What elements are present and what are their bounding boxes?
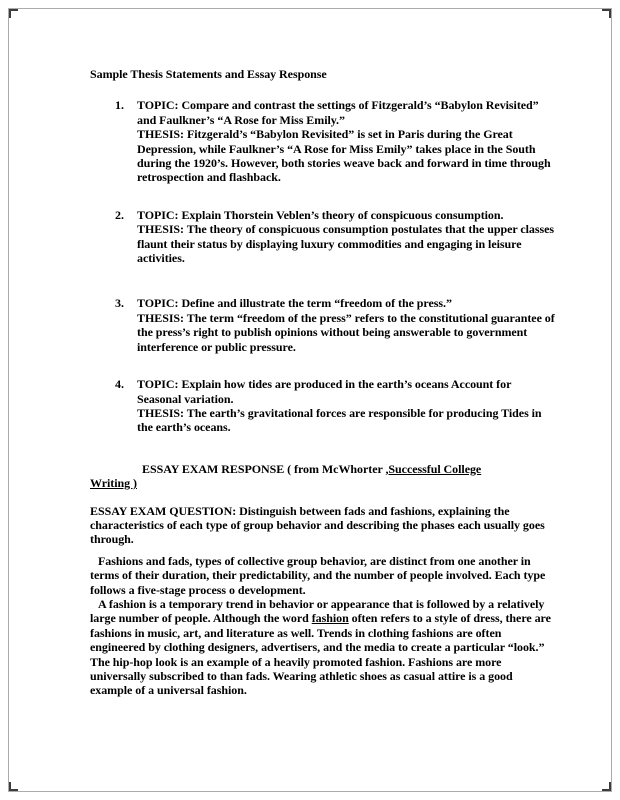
topic-label: TOPIC: [137, 207, 179, 222]
topic-line [137, 98, 556, 127]
document-title: Sample Thesis Statements and Essay Response [90, 67, 327, 81]
thesis-text: The term “freedom of the press” refers to the constitutional guarantee of the press’s right to publish opinions without being answerable to government interference or public pressure. [137, 310, 555, 354]
thesis-item-1 [115, 98, 556, 185]
paragraph-2-after: often refers to a style of dress, there are fashions in music, art, and literature as well. Trends in clothing fashions are often engineered by clothing designers, advertisers, and the media to create a particular “look.” The hip-hop look is an example of a heavily promoted fashion. Fashions are more universally subscribed to than fads. Wearing athletic shoes as casual attire is a good example of a universal fashion. [90, 611, 551, 698]
topic-label: TOPIC: [137, 377, 179, 392]
topic-text: Define and illustrate the term “freedom of the press.” [181, 296, 452, 311]
topic-text: Explain Thorstein Veblen’s theory of conspicuous consumption. [181, 207, 504, 222]
thesis-label: THESIS: [137, 222, 185, 237]
topic-text: Explain how tides are produced in the earth’s oceans Account for Seasonal variation. [137, 377, 512, 406]
underlined-word-fashion: fashion [311, 611, 349, 626]
thesis-text: The theory of conspicuous consumption postulates that the upper classes flaunt their status by displaying luxury commodities and engaging in leisure activities. [137, 222, 555, 266]
thesis-line [137, 406, 556, 435]
essay-exam-response-heading [90, 462, 510, 491]
thesis-text: Fitzgerald’s “Babylon Revisited” is set in Paris during the Great Depression, while Faulkner’s “A Rose for Miss Emily” takes place in the South during the 1920’s. However, both stories weave back and forward in time through retrospection and flashback. [137, 127, 551, 185]
topic-line [137, 296, 556, 310]
item-number: 4. [115, 377, 124, 392]
exam-question-text: Distinguish between fads and fashions, explaining the characteristics of each type of group behavior and describing the phases each usually goes through. [90, 503, 545, 547]
thesis-text: The earth’s gravitational forces are responsible for producing Tides in the earth’s oceans. [137, 405, 542, 435]
heading-plain-text: ESSAY EXAM RESPONSE ( from McWhorter [142, 461, 386, 476]
document-page [9, 9, 611, 791]
body-paragraph-2 [90, 597, 556, 698]
body-paragraph-1: Fashions and fads, types of collective group behavior, are distinct from one another in terms of their duration, their predictability, and the number of people involved. Each type follows a five-stage process o development. [90, 553, 546, 597]
thesis-label: THESIS: [137, 405, 185, 420]
topic-label: TOPIC: [137, 296, 179, 311]
topic-label: TOPIC: [137, 98, 179, 113]
thesis-label: THESIS: [137, 127, 185, 142]
item-number: 1. [115, 98, 124, 113]
heading-book-title: ,Successful College Writing ) [90, 461, 482, 491]
item-number: 3. [115, 296, 124, 311]
topic-text: Compare and contrast the settings of Fitzgerald’s “Babylon Revisited” and Faulkner’s “A Rose for Miss Emily.” [137, 98, 539, 127]
topic-line [137, 377, 556, 406]
exam-question-label: ESSAY EXAM QUESTION: [90, 503, 237, 518]
item-number: 2. [115, 207, 124, 222]
thesis-line [137, 127, 556, 185]
thesis-item-3 [115, 296, 556, 354]
thesis-label: THESIS: [137, 310, 185, 325]
thesis-item-2 [115, 207, 556, 266]
page-border [8, 8, 612, 792]
essay-exam-question [90, 504, 556, 547]
thesis-line [137, 311, 556, 354]
thesis-line [137, 222, 556, 265]
thesis-item-4 [115, 377, 556, 435]
paragraph-2-before: A fashion is a temporary trend in behavior or appearance that is followed by a relatively large number of people. Although the word [90, 596, 545, 626]
topic-line [137, 208, 556, 222]
